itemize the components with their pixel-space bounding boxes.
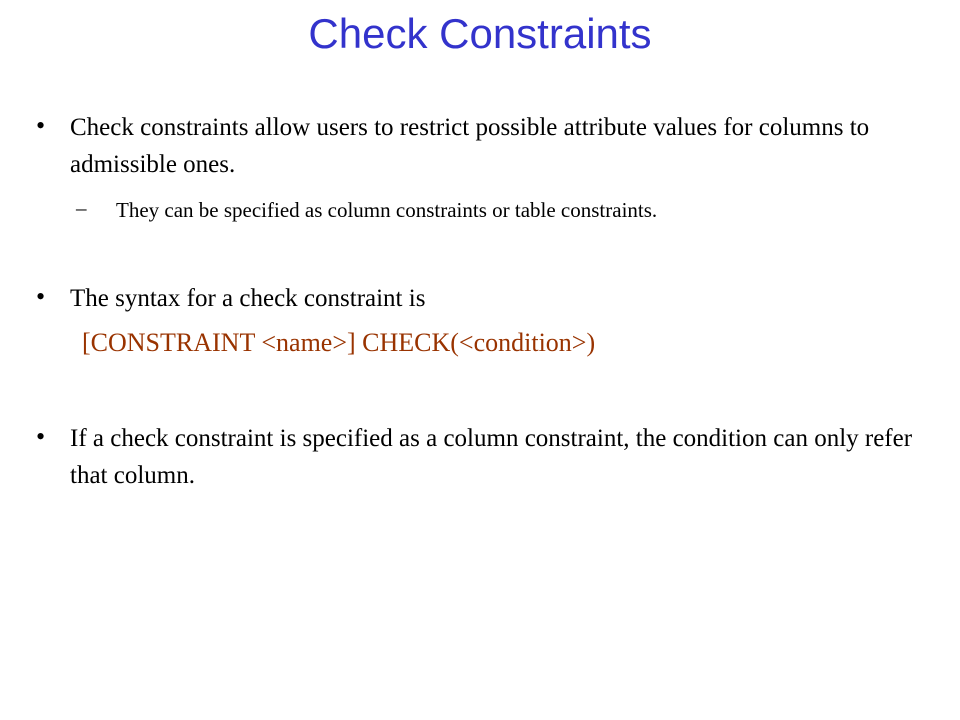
- bullet-2-text: The syntax for a check constraint is: [70, 285, 426, 312]
- bullet-1-marker: •: [36, 111, 46, 140]
- bullet-2-marker: •: [36, 282, 46, 311]
- syntax-line: [CONSTRAINT <name>] CHECK(<condition>): [82, 328, 596, 357]
- sub-bullet-1-marker: –: [76, 196, 87, 220]
- slide-title: Check Constraints: [308, 10, 652, 57]
- sub-bullet-1-text: They can be specified as column constraints or table constraints.: [116, 198, 658, 222]
- bullet-3-text: If a check constraint is specified as a column constraint, the condition can only refer that column.: [70, 425, 913, 489]
- bullet-3-marker: •: [36, 422, 46, 451]
- bullet-1-text: Check constraints allow users to restrict possible attribute values for columns to admissible ones.: [70, 114, 870, 178]
